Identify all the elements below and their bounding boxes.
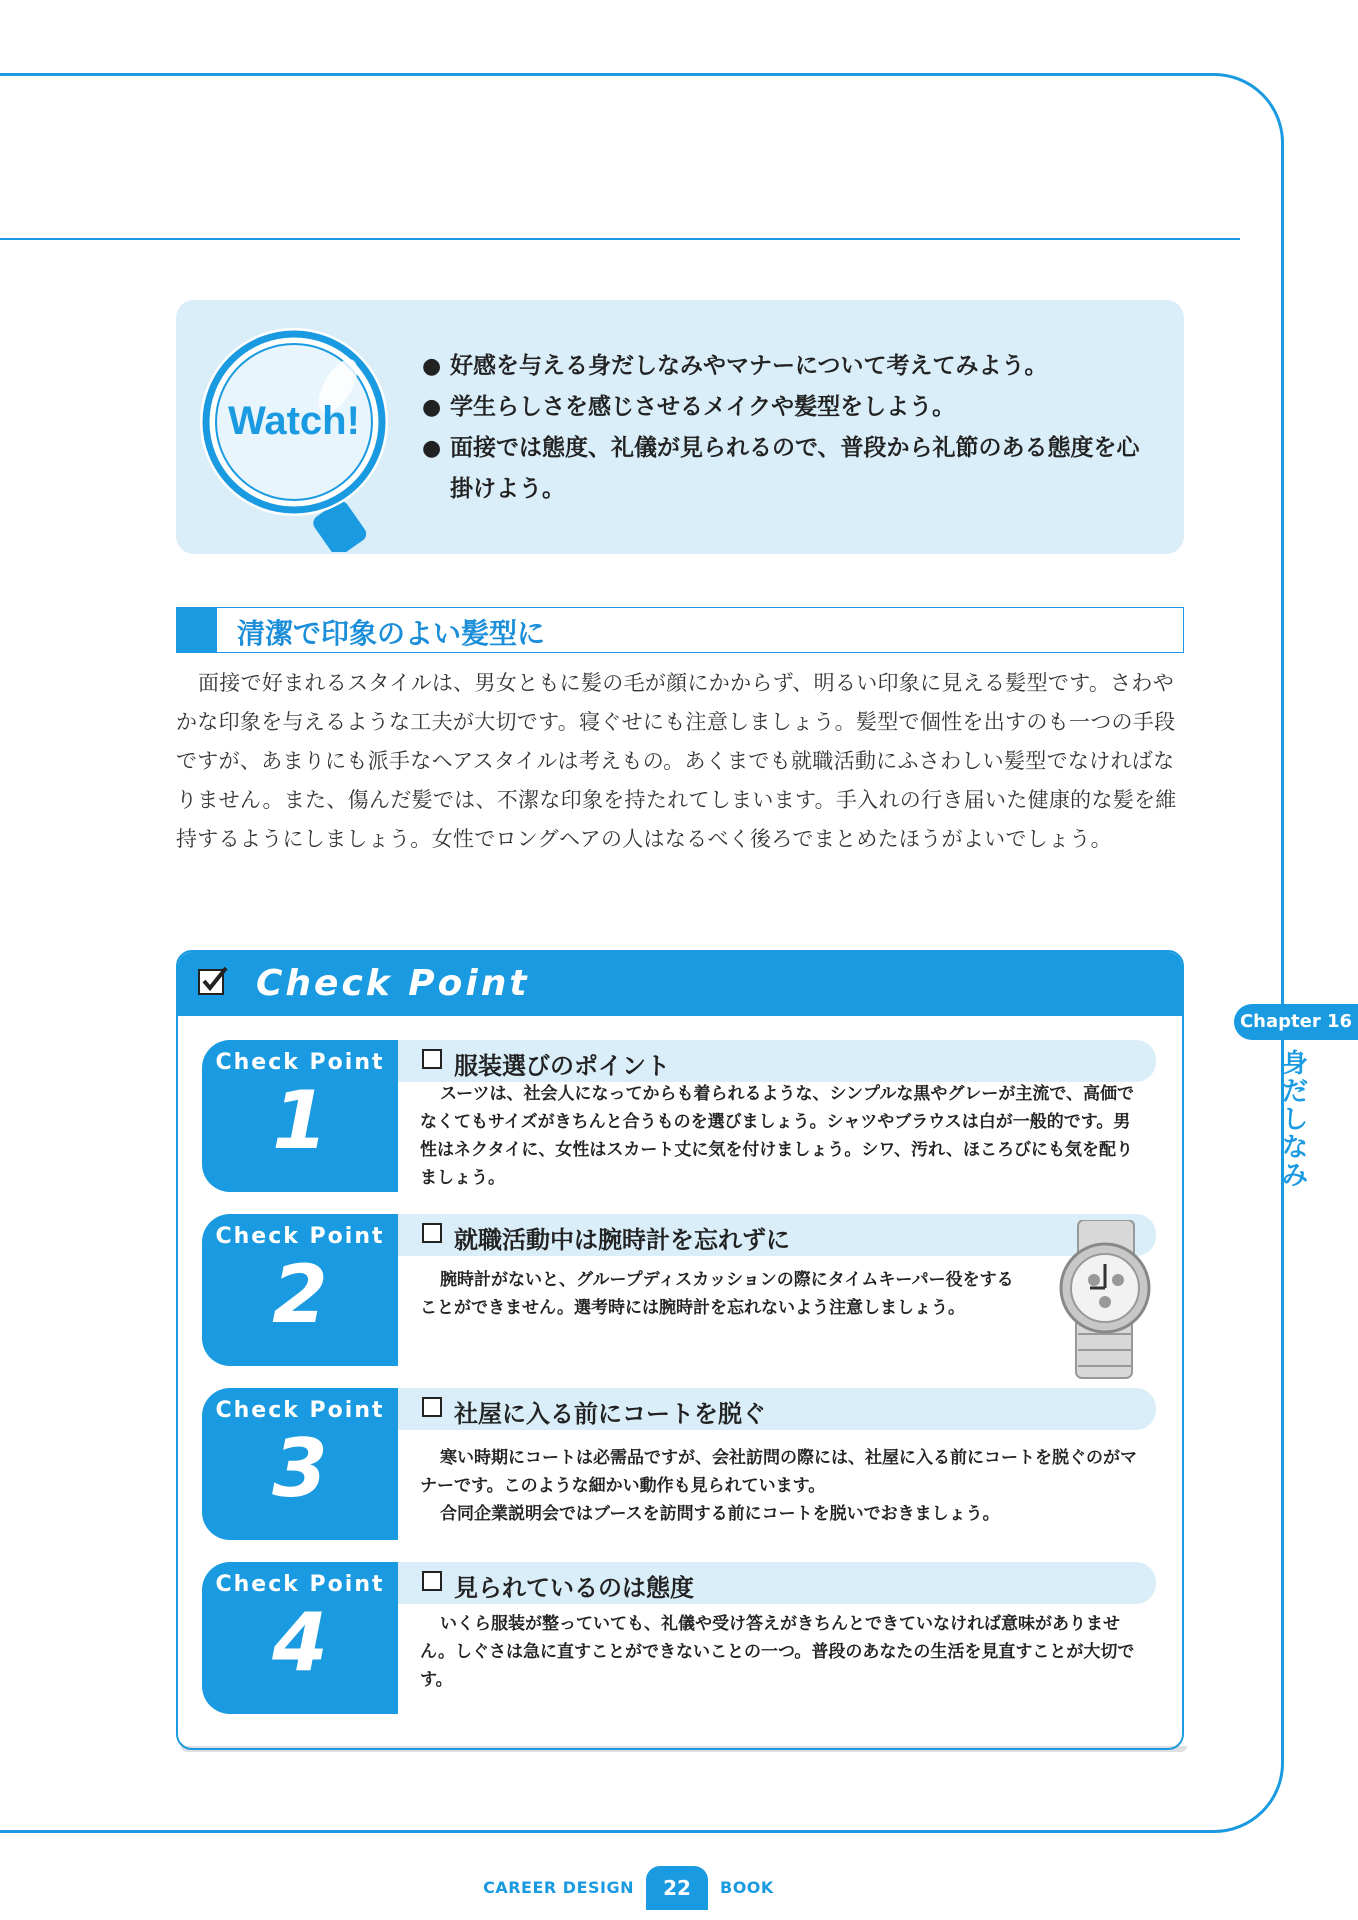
checkpoint-text: スーツは、社会人になってからも着られるような、シンプルな黒やグレーが主流で、高価でなくてもサイズがきちんと合うものを選びましょう。シャツやブラウスは白が一般的です。男性はネクタイに、女性はスカート丈に気を付けましょう。シワ、汚れ、ほころびにも気を配りましょう。: [420, 1084, 1135, 1188]
checkpoint-text: 腕時計がないと、グループディスカッションの際にタイムキーパー役をすることができません。選考時には腕時計を忘れないよう注意しましょう。: [420, 1270, 1014, 1318]
section-marker: [177, 608, 217, 652]
watch-point: ● 面接では態度、礼儀が見られるので、普段から礼節のある態度を心掛けよう。: [422, 428, 1142, 510]
badge-label: Check Point: [215, 1050, 385, 1075]
checkpoint-item: [202, 1388, 1156, 1540]
checkpoint-title: 服装選びのポイント: [454, 1052, 670, 1080]
header-rule: [0, 238, 1240, 240]
side-title: 身 だ し な み: [1281, 1049, 1308, 1191]
checkbox-icon: [422, 1571, 442, 1591]
checkpoint-title: 就職活動中は腕時計を忘れずに: [454, 1226, 790, 1254]
watch-label: Watch!: [228, 399, 360, 443]
badge-label: Check Point: [215, 1398, 385, 1423]
page-number: 22: [646, 1866, 708, 1910]
checkpoint-text: いくら服装が整っていても、礼儀や受け答えがきちんとできていなければ意味がありません。しぐさは急に直すことができないことの一つ。普段のあなたの生活を見直すことが大切です。: [420, 1614, 1135, 1690]
checkpoint-item: [202, 1214, 1156, 1366]
checkpoint-item: [202, 1562, 1156, 1714]
wristwatch-icon: [1050, 1220, 1160, 1380]
magnifier-icon: [198, 326, 402, 552]
section-body: 面接で好まれるスタイルは、男女ともに髪の毛が顔にかからず、明るい印象に見える髪型です。さわやかな印象を与えるような工夫が大切です。寝ぐせにも注意しましょう。髪型で個性を出すのも一つの手段ですが、あまりにも派手なヘアスタイルは考えもの。あくまでも就職活動にふさわしい髪型でなければなりません。また、傷んだ髪では、不潔な印象を持たれてしまいます。手入れの行き届いた健康的な髪を維持するようにしましょう。女性でロングヘアの人はなるべく後ろでまとめたほうがよいでしょう。: [176, 671, 1177, 851]
checkpoint-header: [178, 952, 1182, 1016]
checkpoint-titlebar: [398, 1388, 1156, 1430]
badge-label: Check Point: [215, 1572, 385, 1597]
footer-right: BOOK: [720, 1878, 774, 1897]
checkbox-icon: [422, 1397, 442, 1417]
checkpoint-badge: [202, 1562, 398, 1714]
badge-number: 3: [272, 1422, 328, 1515]
checkpoint-titlebar: [398, 1562, 1156, 1604]
watch-points: [422, 346, 1142, 510]
badge-label: Check Point: [215, 1224, 385, 1249]
watch-point: ● 好感を与える身だしなみやマナーについて考えてみよう。: [422, 346, 1142, 387]
checkpoint-badge: [202, 1388, 398, 1540]
badge-number: 2: [272, 1248, 328, 1341]
checkpoint-title: 社屋に入る前にコートを脱ぐ: [454, 1400, 766, 1428]
checkbox-checked-icon: [198, 966, 228, 996]
footer-left: CAREER DESIGN: [483, 1878, 634, 1897]
footer: [0, 1866, 1358, 1910]
checkpoint-badge: [202, 1214, 398, 1366]
checkpoint-title: 見られているのは態度: [454, 1574, 694, 1602]
checkbox-icon: [422, 1223, 442, 1243]
badge-number: 4: [272, 1596, 328, 1689]
watch-point: ● 学生らしさを感じさせるメイクや髪型をしよう。: [422, 387, 1142, 428]
chapter-tab: Chapter 16: [1234, 1004, 1358, 1040]
checkbox-icon: [422, 1049, 442, 1069]
checkpoint-item: [202, 1040, 1156, 1192]
badge-number: 1: [272, 1074, 328, 1167]
section-heading: [176, 607, 1184, 653]
section-title: 清潔で印象のよい髪型に: [237, 617, 546, 650]
checkpoint-titlebar: [398, 1214, 1156, 1256]
checkpoint-badge: [202, 1040, 398, 1192]
checkpoint-header-title: Check Point: [256, 963, 530, 1004]
checkpoint-titlebar: [398, 1040, 1156, 1082]
checkpoint-text: 寒い時期にコートは必需品ですが、会社訪問の際には、社屋に入る前にコートを脱ぐのがマナーです。このような細かい動作も見られています。 合同企業説明会ではブースを訪問する前にコートを脱いでおきましょう。: [420, 1448, 1137, 1524]
